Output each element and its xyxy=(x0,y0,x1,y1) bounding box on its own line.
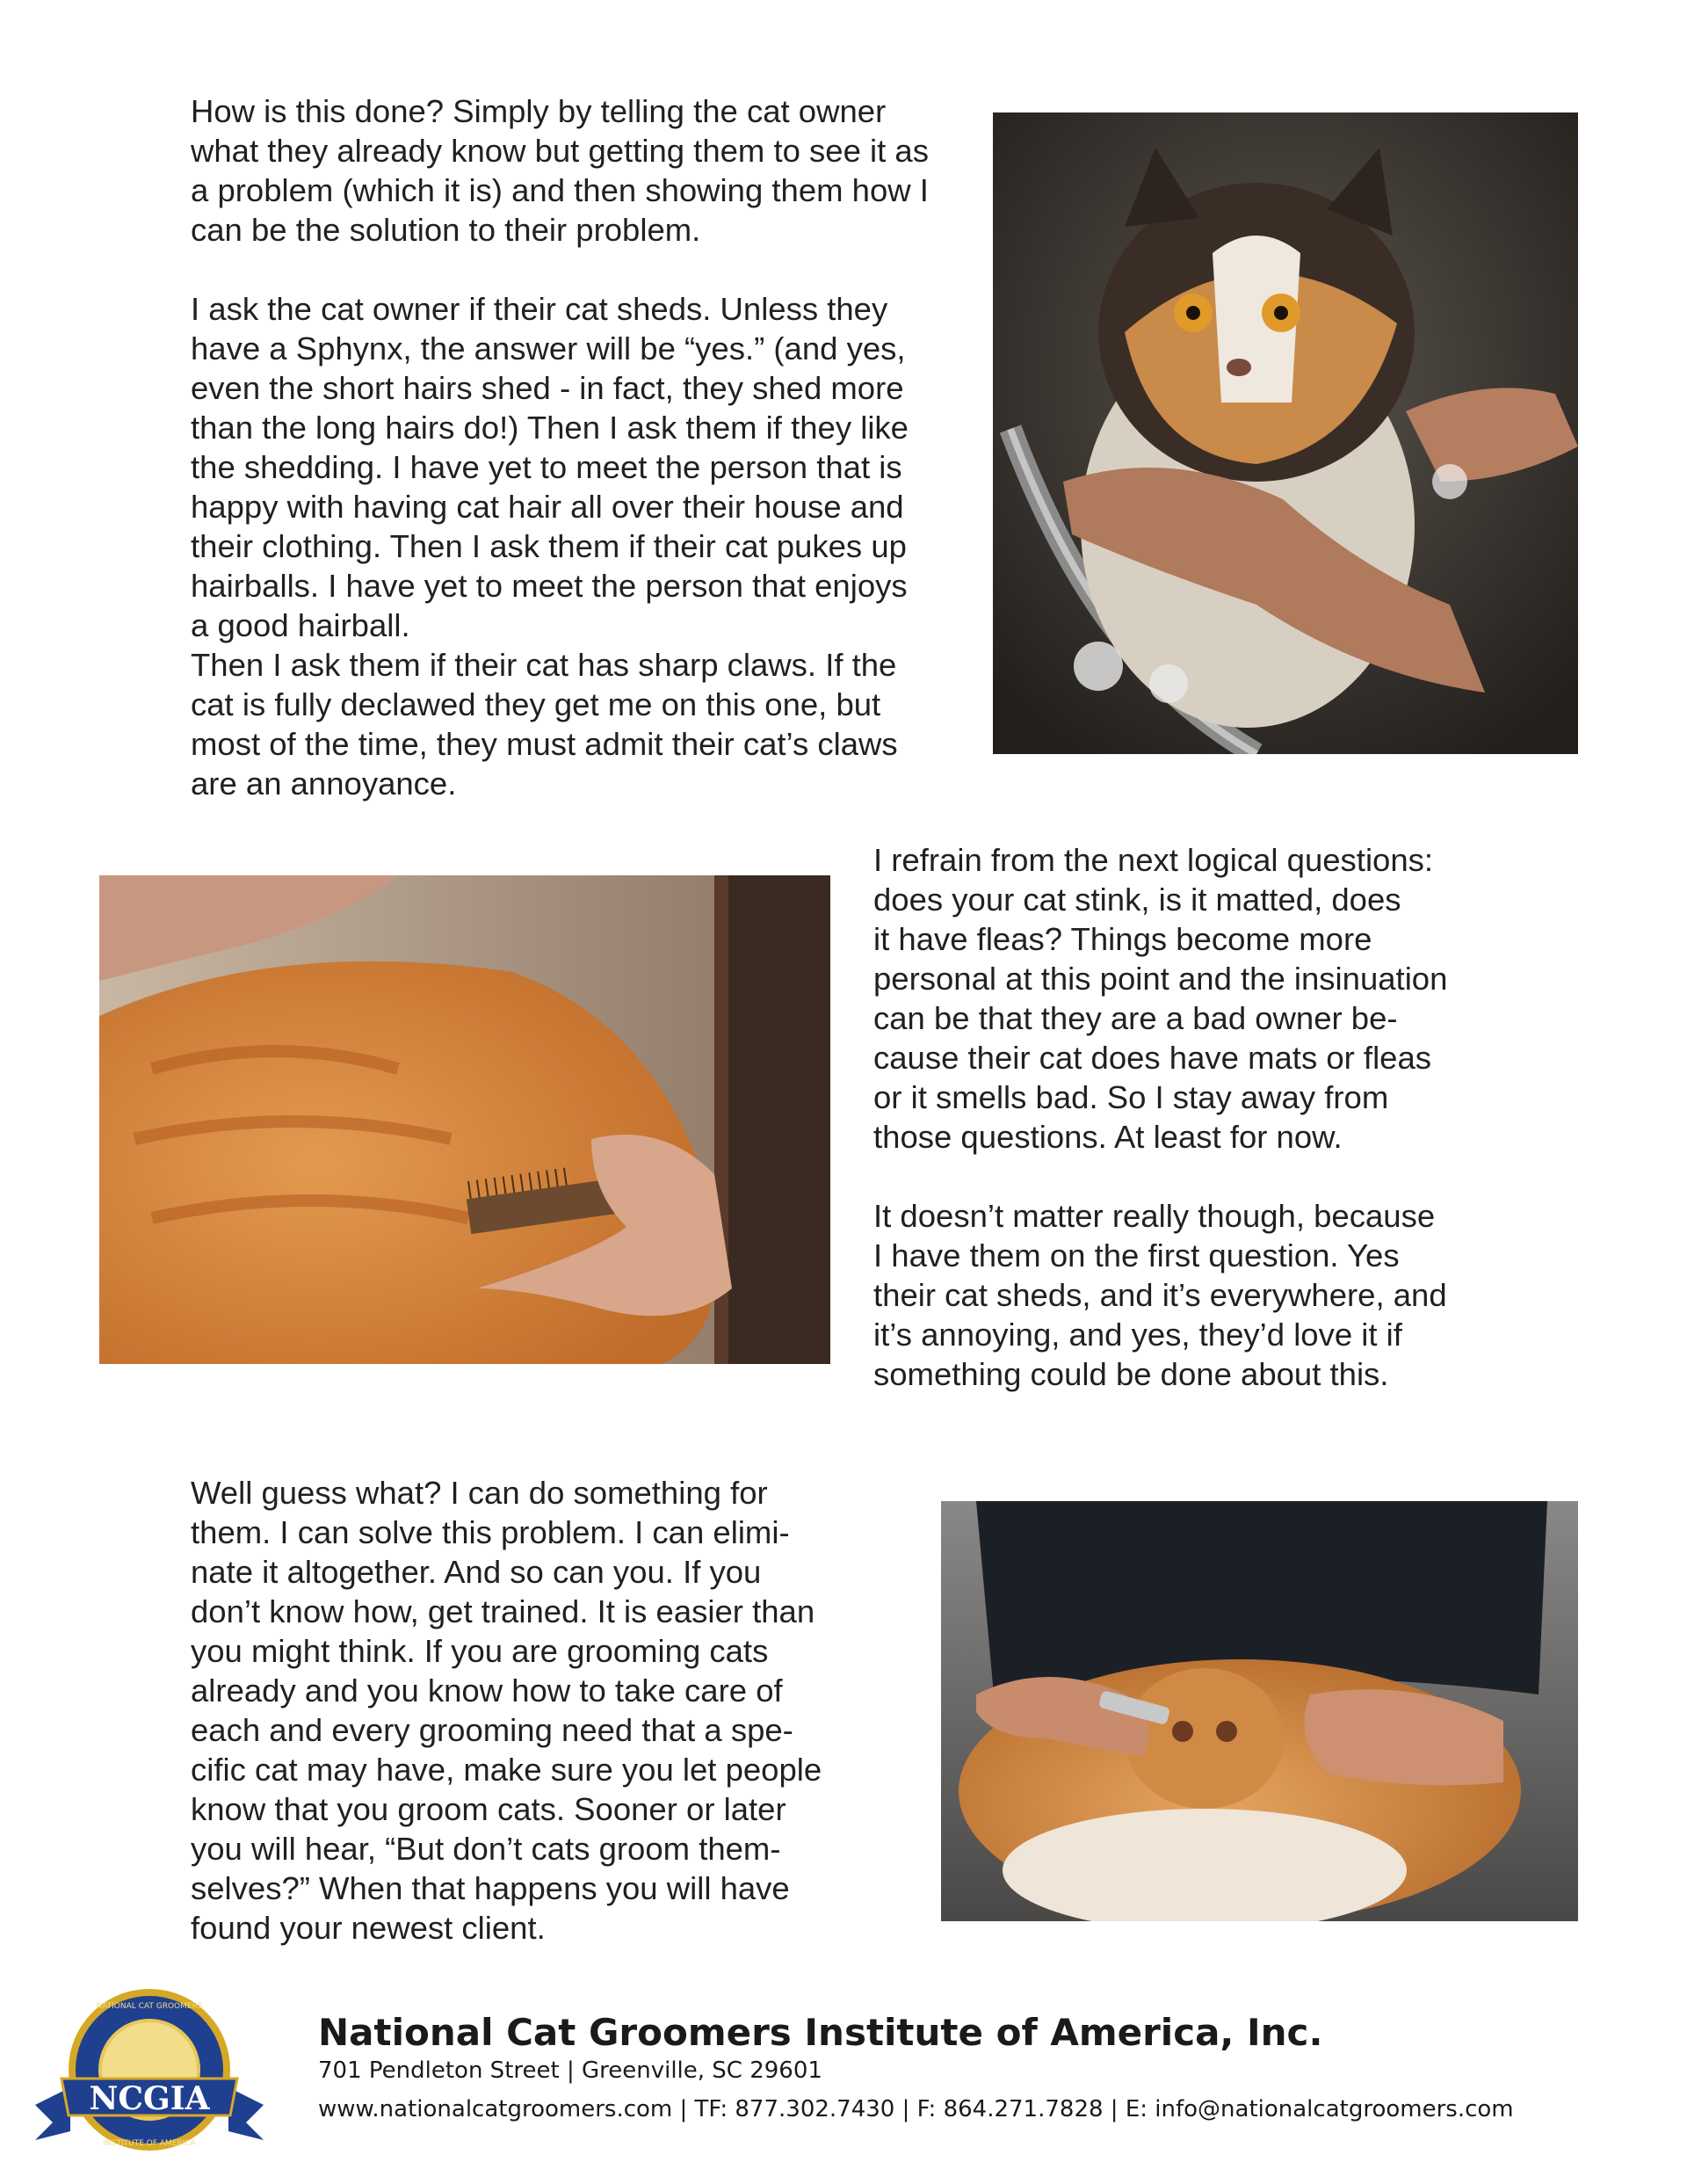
photo-trimming-persian-cat xyxy=(941,1501,1578,1921)
paragraph: Well guess what? I can do something for them. I can solve this problem. I can elimi- nate it altogether. And so can you. If you don’t know how, get trained. It is easier than you might think. If you are grooming cats already and you know how to take care of each and every grooming need that a spe- cific cat may have, make sure you let people know that you groom cats. Sooner or later you will hear, “But don’t cats groom them- selves?” When that happens you will have found your newest client. xyxy=(191,1475,822,1946)
logo-ring-top: NATIONAL CAT GROOMERS xyxy=(96,2002,203,2011)
logo-text: NCGIA xyxy=(89,2080,210,2117)
photo-combing-orange-cat xyxy=(99,875,830,1364)
ncgia-logo xyxy=(35,1982,264,2158)
organization-address: 701 Pendleton Street | Greenville, SC 29601 xyxy=(318,2057,822,2084)
logo-ring-bottom: INSTITUTE OF AMERICA xyxy=(103,2139,196,2148)
article-block-2 xyxy=(873,840,1541,1394)
organization-contact: www.nationalcatgroomers.com | TF: 877.302.7430 | F: 864.271.7828 | E: info@nationalcatgroomers.com xyxy=(318,2096,1514,2122)
paragraph: It doesn’t matter really though, because I have them on the first question. Yes their cat sheds, and it’s everywhere, and it’s annoying, and yes, they’d love it if something could be done about this. xyxy=(873,1198,1447,1392)
paragraph: How is this done? Simply by telling the cat owner what they already know but getting them to see it as a problem (which it is) and then showing them how I can be the solution to their problem. xyxy=(191,93,929,248)
article-block-3 xyxy=(191,1473,894,1948)
paragraph: I refrain from the next logical questions: does your cat stink, is it matted, does it have fleas? Things become more personal at this point and the insinuation can be that they are a bad owner be- cause their cat does have mats or fleas or it smells bad. So I stay away from those questions. At least for now. xyxy=(873,842,1448,1155)
article-block-1 xyxy=(191,91,981,803)
photo-wet-calico-cat xyxy=(993,112,1578,754)
paragraph: I ask the cat owner if their cat sheds. Unless they have a Sphynx, the answer will be “yes.” (and yes, even the short hairs shed - in fact, they shed more than the long hairs do!) Then I ask them if they like the shedding. I have yet to meet the person that is happy with having cat hair all over their house and their clothing. Then I ask them if their cat pukes up hairballs. I have yet to meet the person that enjoys a good hairball. Then I ask them if their cat has sharp claws. If the cat is fully declawed they get me on this one, but most of the time, they must admit their cat’s claws are an annoyance. xyxy=(191,291,909,802)
organization-name: National Cat Groomers Institute of America, Inc. xyxy=(318,2011,1323,2054)
